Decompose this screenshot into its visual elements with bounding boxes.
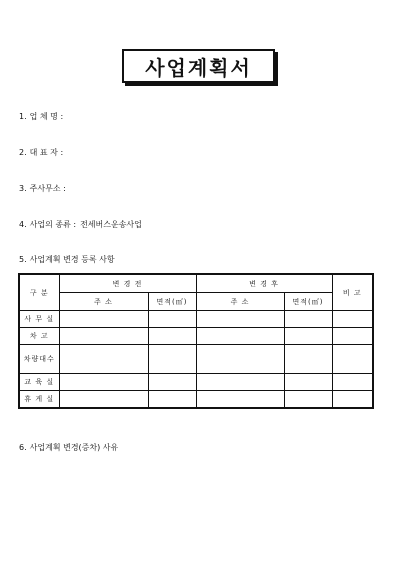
field-company-name — [19, 111, 67, 122]
field-label: 주사무소 : — [29, 184, 66, 193]
field-label: 사업계획 변경 등록 사항 — [29, 255, 115, 264]
table-cell — [59, 311, 148, 328]
field-label: 대 표 자 : — [29, 148, 64, 157]
table-cell — [284, 328, 332, 345]
table-header-row — [19, 274, 373, 293]
header-address: 주 소 — [196, 293, 284, 311]
table-cell — [148, 328, 196, 345]
table-cell — [196, 391, 284, 409]
table-cell — [284, 345, 332, 374]
table-row — [19, 345, 373, 374]
table-row — [19, 391, 373, 409]
table-subheader-row — [19, 293, 373, 311]
table-cell — [196, 345, 284, 374]
table-cell — [59, 374, 148, 391]
field-number: 1. — [19, 112, 27, 121]
table-cell — [148, 311, 196, 328]
table-cell — [332, 374, 373, 391]
table-cell — [284, 391, 332, 409]
field-number: 2. — [19, 148, 27, 157]
table-cell — [196, 374, 284, 391]
table-cell — [332, 311, 373, 328]
field-number: 5. — [19, 255, 27, 264]
header-remarks: 비 고 — [332, 274, 373, 311]
header-category: 구 분 — [19, 274, 59, 311]
field-label: 업 체 명 : — [29, 112, 64, 121]
business-plan-table — [18, 273, 374, 409]
table-row — [19, 374, 373, 391]
table-cell — [332, 328, 373, 345]
table-cell — [332, 391, 373, 409]
table-cell — [196, 328, 284, 345]
table-cell — [148, 374, 196, 391]
field-change-reason — [19, 442, 118, 453]
row-label: 차 고 — [19, 328, 59, 345]
table-cell — [59, 328, 148, 345]
field-number: 3. — [19, 184, 27, 193]
table-cell — [332, 345, 373, 374]
row-label: 차량대수 — [19, 345, 59, 374]
table-cell — [284, 374, 332, 391]
field-label: 사업의 종류 : — [29, 220, 77, 229]
field-value: 전세버스운송사업 — [80, 220, 142, 229]
table-cell — [59, 345, 148, 374]
field-label: 사업계획 변경(증차) 사유 — [29, 443, 119, 452]
header-before-change: 변 경 전 — [59, 274, 196, 293]
row-label: 교 육 실 — [19, 374, 59, 391]
field-number: 4. — [19, 220, 27, 229]
header-after-change: 변 경 후 — [196, 274, 332, 293]
table-cell — [196, 311, 284, 328]
header-area: 면적(㎡) — [148, 293, 196, 311]
document-title: 사업계획서 — [122, 49, 275, 83]
table-cell — [284, 311, 332, 328]
header-address: 주 소 — [59, 293, 148, 311]
row-label: 휴 게 실 — [19, 391, 59, 409]
row-label: 사 무 실 — [19, 311, 59, 328]
field-number: 6. — [19, 443, 27, 452]
field-business-type — [19, 219, 142, 230]
field-main-office — [19, 183, 70, 194]
field-representative — [19, 147, 67, 158]
table-row — [19, 311, 373, 328]
field-change-items — [19, 254, 115, 265]
table-cell — [59, 391, 148, 409]
header-area: 면적(㎡) — [284, 293, 332, 311]
table-row — [19, 328, 373, 345]
table-cell — [148, 345, 196, 374]
table-cell — [148, 391, 196, 409]
